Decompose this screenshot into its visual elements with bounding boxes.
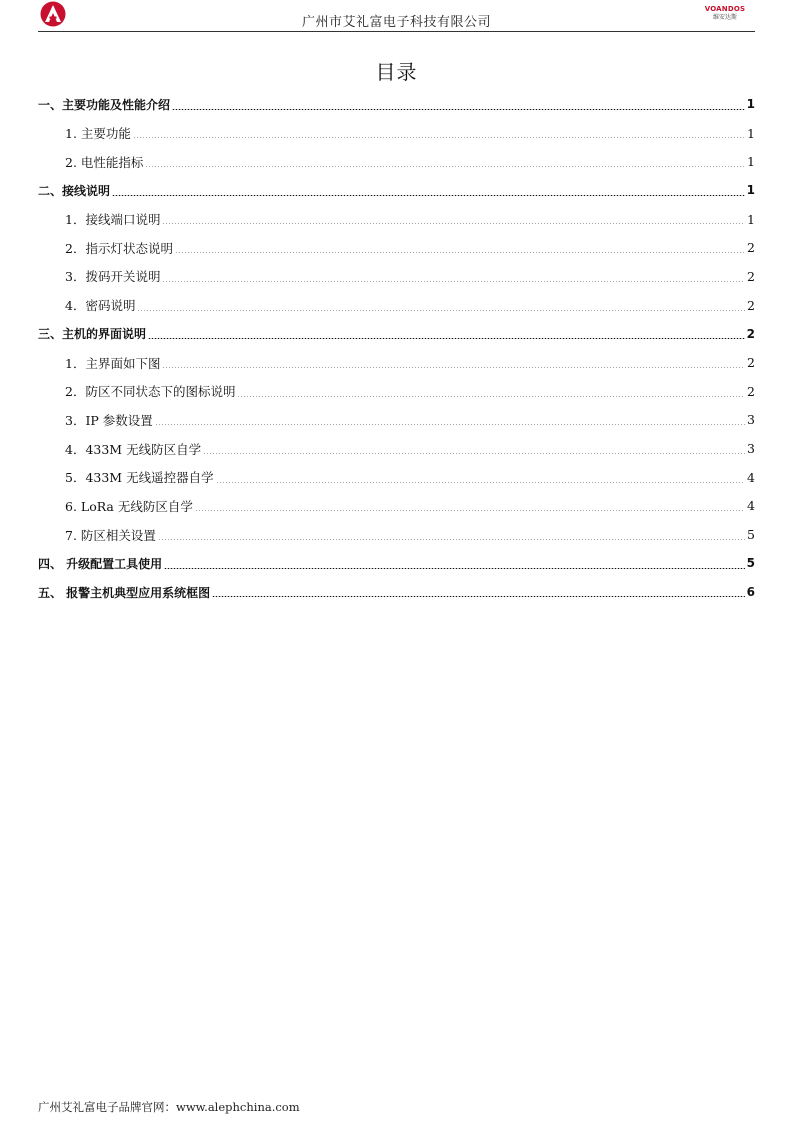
toc-entry[interactable] xyxy=(38,262,755,291)
toc-leader-dots xyxy=(162,223,745,224)
toc-entry-label: 1．主界面如下图 xyxy=(65,355,161,371)
toc-entry-page: 3 xyxy=(747,412,755,428)
page-footer: 广州艾礼富电子品牌官网：www.alephchina.com xyxy=(38,1100,300,1114)
toc-entry[interactable] xyxy=(38,549,755,578)
toc-entry-label: 1．接线端口说明 xyxy=(65,212,161,228)
toc-entry-page: 5 xyxy=(747,527,755,543)
toc-entry-label: 4．433M 无线防区自学 xyxy=(65,441,202,457)
toc-entry-label: 一、主要功能及性能介绍 xyxy=(38,97,171,112)
toc-leader-dots xyxy=(203,453,745,454)
toc-entry-label: 5．433M 无线遥控器自学 xyxy=(65,470,214,486)
toc-entry[interactable] xyxy=(38,205,755,234)
toc-entry-page: 1 xyxy=(746,183,755,198)
toc-entry-page: 2 xyxy=(746,326,755,341)
toc-entry[interactable] xyxy=(38,320,755,349)
page-header xyxy=(38,0,755,32)
toc-entry[interactable] xyxy=(38,492,755,521)
toc-leader-dots xyxy=(164,568,744,569)
brand-name-cn: 维安达斯 xyxy=(712,14,737,21)
toc-leader-dots xyxy=(145,166,745,167)
toc-leader-dots xyxy=(162,281,745,282)
toc-entry-page: 1 xyxy=(747,154,755,170)
toc-entry[interactable] xyxy=(38,119,755,148)
toc-leader-dots xyxy=(216,482,745,483)
brand-name-en: VOANDOS xyxy=(704,5,746,13)
toc-entry-page: 4 xyxy=(747,498,755,514)
toc-entry-page: 1 xyxy=(747,211,755,227)
toc-entry-label: 2. 电性能指标 xyxy=(65,154,144,170)
toc-entry-page: 5 xyxy=(746,556,755,571)
toc-entry-label: 3．拨码开关说明 xyxy=(65,269,161,285)
toc-entry[interactable] xyxy=(38,291,755,320)
toc-entry[interactable] xyxy=(38,377,755,406)
table-of-contents xyxy=(38,90,755,606)
header-company-name: 广州市艾礼富电子科技有限公司 xyxy=(301,15,491,30)
toc-entry-label: 2．指示灯状态说明 xyxy=(65,240,173,256)
toc-leader-dots xyxy=(175,252,745,253)
toc-leader-dots xyxy=(172,109,745,110)
toc-entry[interactable] xyxy=(38,578,755,607)
toc-entry-label: 6. LoRa 无线防区自学 xyxy=(65,498,193,514)
toc-entry[interactable] xyxy=(38,176,755,205)
toc-entry-label: 7. 防区相关设置 xyxy=(65,527,156,543)
toc-leader-dots xyxy=(148,338,745,339)
toc-entry-page: 4 xyxy=(747,469,755,485)
toc-entry-page: 6 xyxy=(746,585,755,600)
toc-entry-page: 2 xyxy=(747,383,755,399)
toc-leader-dots xyxy=(155,424,745,425)
toc-entry[interactable] xyxy=(38,520,755,549)
toc-leader-dots xyxy=(237,396,745,397)
toc-entry[interactable] xyxy=(38,147,755,176)
toc-entry[interactable] xyxy=(38,233,755,262)
toc-entry-page: 2 xyxy=(747,297,755,313)
toc-entry[interactable] xyxy=(38,463,755,492)
toc-leader-dots xyxy=(158,539,745,540)
toc-leader-dots xyxy=(212,596,744,597)
toc-entry-label: 二、接线说明 xyxy=(38,183,111,198)
brand-logo xyxy=(697,5,753,22)
toc-leader-dots xyxy=(195,510,745,511)
toc-entry-page: 2 xyxy=(747,240,755,256)
toc-entry-label: 3．IP 参数设置 xyxy=(65,412,153,428)
toc-entry[interactable] xyxy=(38,434,755,463)
toc-title: 目录 xyxy=(375,60,418,84)
toc-leader-dots xyxy=(133,137,745,138)
toc-entry-label: 三、主机的界面说明 xyxy=(38,327,147,342)
toc-entry-label: 四、 升级配置工具使用 xyxy=(38,556,163,571)
toc-leader-dots xyxy=(162,367,745,368)
toc-entry[interactable] xyxy=(38,348,755,377)
toc-entry-label: 4．密码说明 xyxy=(65,298,136,314)
toc-entry[interactable] xyxy=(38,90,755,119)
toc-entry-label: 1. 主要功能 xyxy=(65,126,131,142)
toc-leader-dots xyxy=(112,195,745,196)
toc-entry-label: 2．防区不同状态下的图标说明 xyxy=(65,384,236,400)
toc-entry-label: 五、 报警主机典型应用系统框图 xyxy=(38,585,211,600)
toc-entry-page: 1 xyxy=(746,97,755,112)
toc-entry-page: 2 xyxy=(747,268,755,284)
toc-entry-page: 3 xyxy=(747,441,755,457)
toc-entry-page: 2 xyxy=(747,355,755,371)
toc-entry[interactable] xyxy=(38,406,755,435)
toc-entry-page: 1 xyxy=(747,125,755,141)
toc-leader-dots xyxy=(137,310,745,311)
